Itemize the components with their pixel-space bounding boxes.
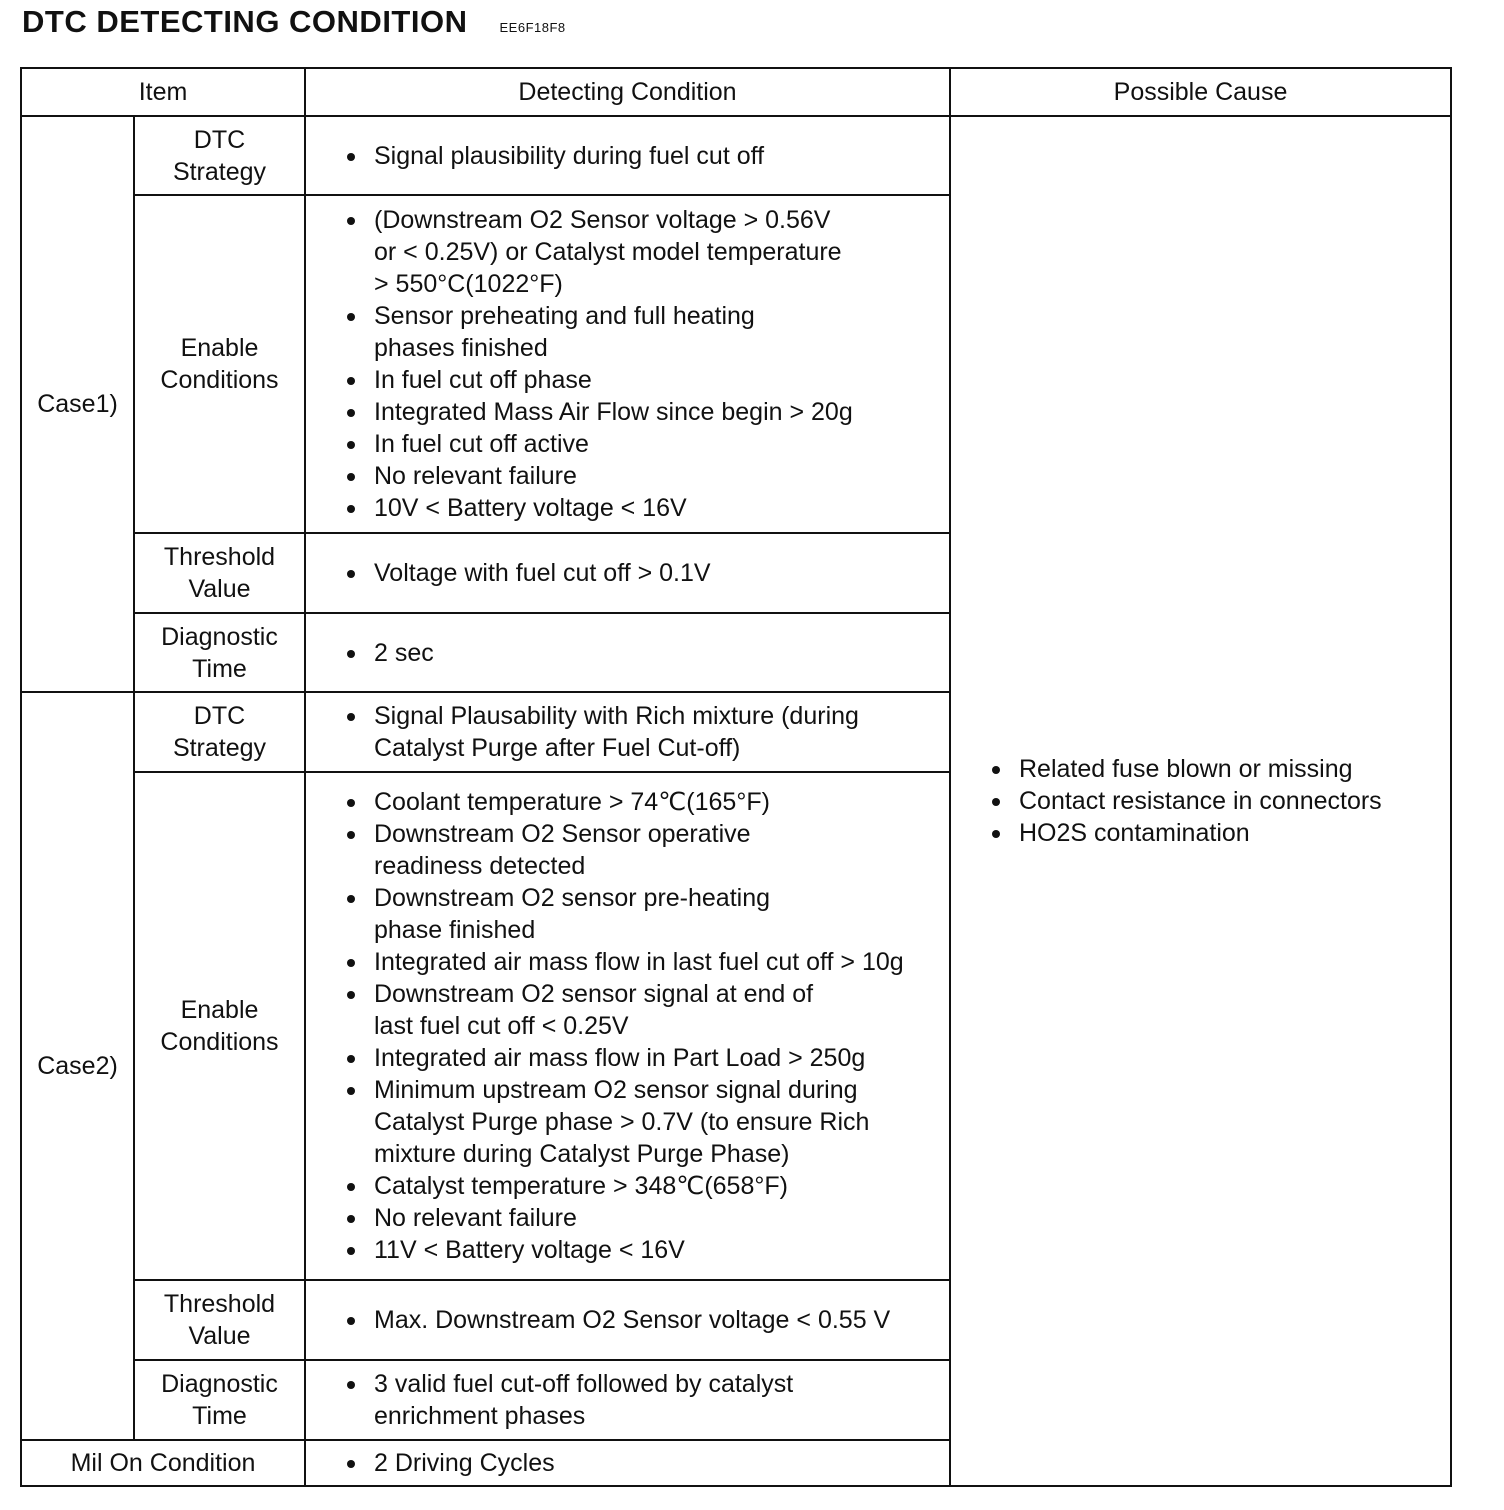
bullet-list [342, 1304, 943, 1336]
case2-label: Case2) [21, 692, 134, 1440]
label-line: Diagnostic [161, 1370, 278, 1398]
bullet-text-line: Catalyst temperature > 348℃(658°F) [374, 1172, 788, 1200]
header-row [21, 68, 1451, 116]
bullet-list [342, 637, 943, 669]
bullet-item [342, 637, 943, 669]
bullet-text-line: Minimum upstream O2 sensor signal during [374, 1076, 858, 1104]
bullet-text-line: phase finished [374, 916, 536, 944]
bullet-text-line: No relevant failure [374, 462, 577, 490]
bullet-item [342, 1447, 943, 1479]
bullet-item [342, 364, 943, 396]
header-item: Item [21, 68, 305, 116]
bullet-text-line: Downstream O2 sensor signal at end of [374, 980, 814, 1008]
page-title: DTC DETECTING CONDITION [22, 4, 468, 39]
case1-enable-label [134, 195, 305, 533]
bullet-text-line: 2 Driving Cycles [374, 1449, 555, 1477]
case1-threshold-label [134, 533, 305, 613]
bullet-text-line: > 550°C(1022°F) [374, 270, 563, 298]
bullet-text-line: readiness detected [374, 852, 586, 880]
bullet-item [342, 140, 943, 172]
bullet-text-line: 11V < Battery voltage < 16V [374, 1236, 685, 1264]
case1-diagnostic-time-value [305, 613, 950, 692]
bullet-list [342, 786, 943, 1266]
bullet-item [342, 786, 943, 818]
dtc-table [20, 67, 1452, 1487]
bullet-text-line: mixture during Catalyst Purge Phase) [374, 1140, 790, 1168]
label-line: Strategy [172, 734, 267, 762]
bullet-text-line: Related fuse blown or missing [1019, 755, 1353, 783]
bullet-item [342, 818, 943, 882]
bullet-text-line: 10V < Battery voltage < 16V [374, 494, 687, 522]
bullet-text-line: HO2S contamination [1019, 819, 1250, 847]
bullet-text-line: (Downstream O2 Sensor voltage > 0.56V [374, 206, 831, 234]
case1-dtc-strategy-label [134, 116, 305, 195]
bullet-item [342, 428, 943, 460]
bullet-item [342, 1170, 943, 1202]
bullet-text-line: last fuel cut off < 0.25V [374, 1012, 629, 1040]
header-possible-cause: Possible Cause [950, 68, 1451, 116]
case2-threshold-label [134, 1280, 305, 1360]
label-line: Time [192, 654, 247, 683]
bullet-item [342, 1234, 943, 1266]
label-line: Strategy [172, 157, 267, 186]
bullet-text-line: Catalyst Purge after Fuel Cut-off) [374, 734, 741, 762]
bullet-item [987, 753, 1450, 785]
bullet-text-line: Integrated air mass flow in Part Load > 250g [374, 1044, 866, 1072]
case2-dtc-strategy-conditions [305, 692, 950, 772]
bullet-text-line: In fuel cut off active [374, 430, 589, 458]
case1-dtc-strategy-row [21, 116, 1451, 195]
bullet-text-line: enrichment phases [374, 1402, 586, 1430]
bullet-item [342, 700, 943, 764]
bullet-item [342, 1202, 943, 1234]
case2-enable-label [134, 772, 305, 1280]
case1-threshold-value [305, 533, 950, 613]
header-detecting-condition: Detecting Condition [305, 68, 950, 116]
case1-diagnostic-time-label [134, 613, 305, 692]
bullet-item [342, 978, 943, 1042]
bullet-text-line: Downstream O2 Sensor operative [374, 820, 751, 848]
label-line: Enable [180, 334, 259, 362]
bullet-list [342, 700, 943, 764]
bullet-text-line: Sensor preheating and full heating [374, 302, 755, 330]
case1-enable-conditions [305, 195, 950, 533]
mil-on-condition-value [305, 1440, 950, 1486]
bullet-item [342, 1304, 943, 1336]
bullet-text-line: Integrated air mass flow in last fuel cut off > 10g [374, 948, 904, 976]
case1-label: Case1) [21, 116, 134, 692]
bullet-text-line: Integrated Mass Air Flow since begin > 20g [374, 398, 853, 426]
label-line: Value [188, 575, 251, 603]
possible-cause-cell [950, 116, 1451, 1486]
case2-diagnostic-time-value [305, 1360, 950, 1440]
label-line: DTC [193, 702, 246, 730]
bullet-text-line: phases finished [374, 334, 548, 362]
bullet-item [342, 1074, 943, 1170]
case2-dtc-strategy-label [134, 692, 305, 772]
bullet-item [342, 882, 943, 946]
bullet-item [342, 300, 943, 364]
bullet-text-line: Catalyst Purge phase > 0.7V (to ensure Rich [374, 1108, 870, 1136]
bullet-item [342, 204, 943, 300]
bullet-list [342, 557, 943, 589]
case1-dtc-strategy-conditions [305, 116, 950, 195]
bullet-item [342, 1368, 943, 1432]
bullet-item [987, 785, 1450, 817]
bullet-item [342, 396, 943, 428]
bullet-item [342, 946, 943, 978]
label-line: Diagnostic [161, 622, 278, 651]
bullet-item [342, 557, 943, 589]
label-line: Value [188, 1322, 251, 1350]
bullet-item [342, 492, 943, 524]
bullet-text-line: Signal Plausability with Rich mixture (during [374, 702, 859, 730]
case2-threshold-value [305, 1280, 950, 1360]
bullet-list [342, 204, 943, 524]
label-line: Conditions [160, 1028, 279, 1056]
bullet-text-line: Max. Downstream O2 Sensor voltage < 0.55 V [374, 1306, 891, 1334]
mil-on-condition-label: Mil On Condition [21, 1440, 305, 1486]
bullet-text-line: or < 0.25V) or Catalyst model temperature [374, 238, 842, 266]
label-line: Threshold [163, 543, 276, 571]
possible-cause-list [987, 753, 1450, 849]
bullet-text-line: Contact resistance in connectors [1019, 787, 1382, 815]
label-line: Conditions [160, 366, 279, 394]
document-code: EE6F18F8 [499, 20, 566, 35]
bullet-text-line: Signal plausibility during fuel cut off [374, 141, 765, 170]
label-line: Threshold [163, 1290, 276, 1318]
bullet-list [342, 1368, 943, 1432]
case2-diagnostic-time-label [134, 1360, 305, 1440]
bullet-list [342, 1447, 943, 1479]
bullet-item [342, 460, 943, 492]
bullet-list [342, 140, 943, 172]
header [22, 4, 566, 44]
bullet-item [987, 817, 1450, 849]
bullet-text-line: Voltage with fuel cut off > 0.1V [374, 559, 711, 587]
bullet-text-line: Downstream O2 sensor pre-heating [374, 884, 771, 912]
bullet-item [342, 1042, 943, 1074]
bullet-text-line: Coolant temperature > 74℃(165°F) [374, 788, 770, 816]
bullet-text-line: 2 sec [374, 638, 434, 667]
bullet-text-line: No relevant failure [374, 1204, 577, 1232]
label-line: Enable [180, 996, 259, 1024]
case2-enable-conditions [305, 772, 950, 1280]
label-line: DTC [193, 125, 246, 154]
label-line: Time [192, 1402, 247, 1430]
bullet-text-line: In fuel cut off phase [374, 366, 592, 394]
bullet-text-line: 3 valid fuel cut-off followed by catalyst [374, 1370, 794, 1398]
